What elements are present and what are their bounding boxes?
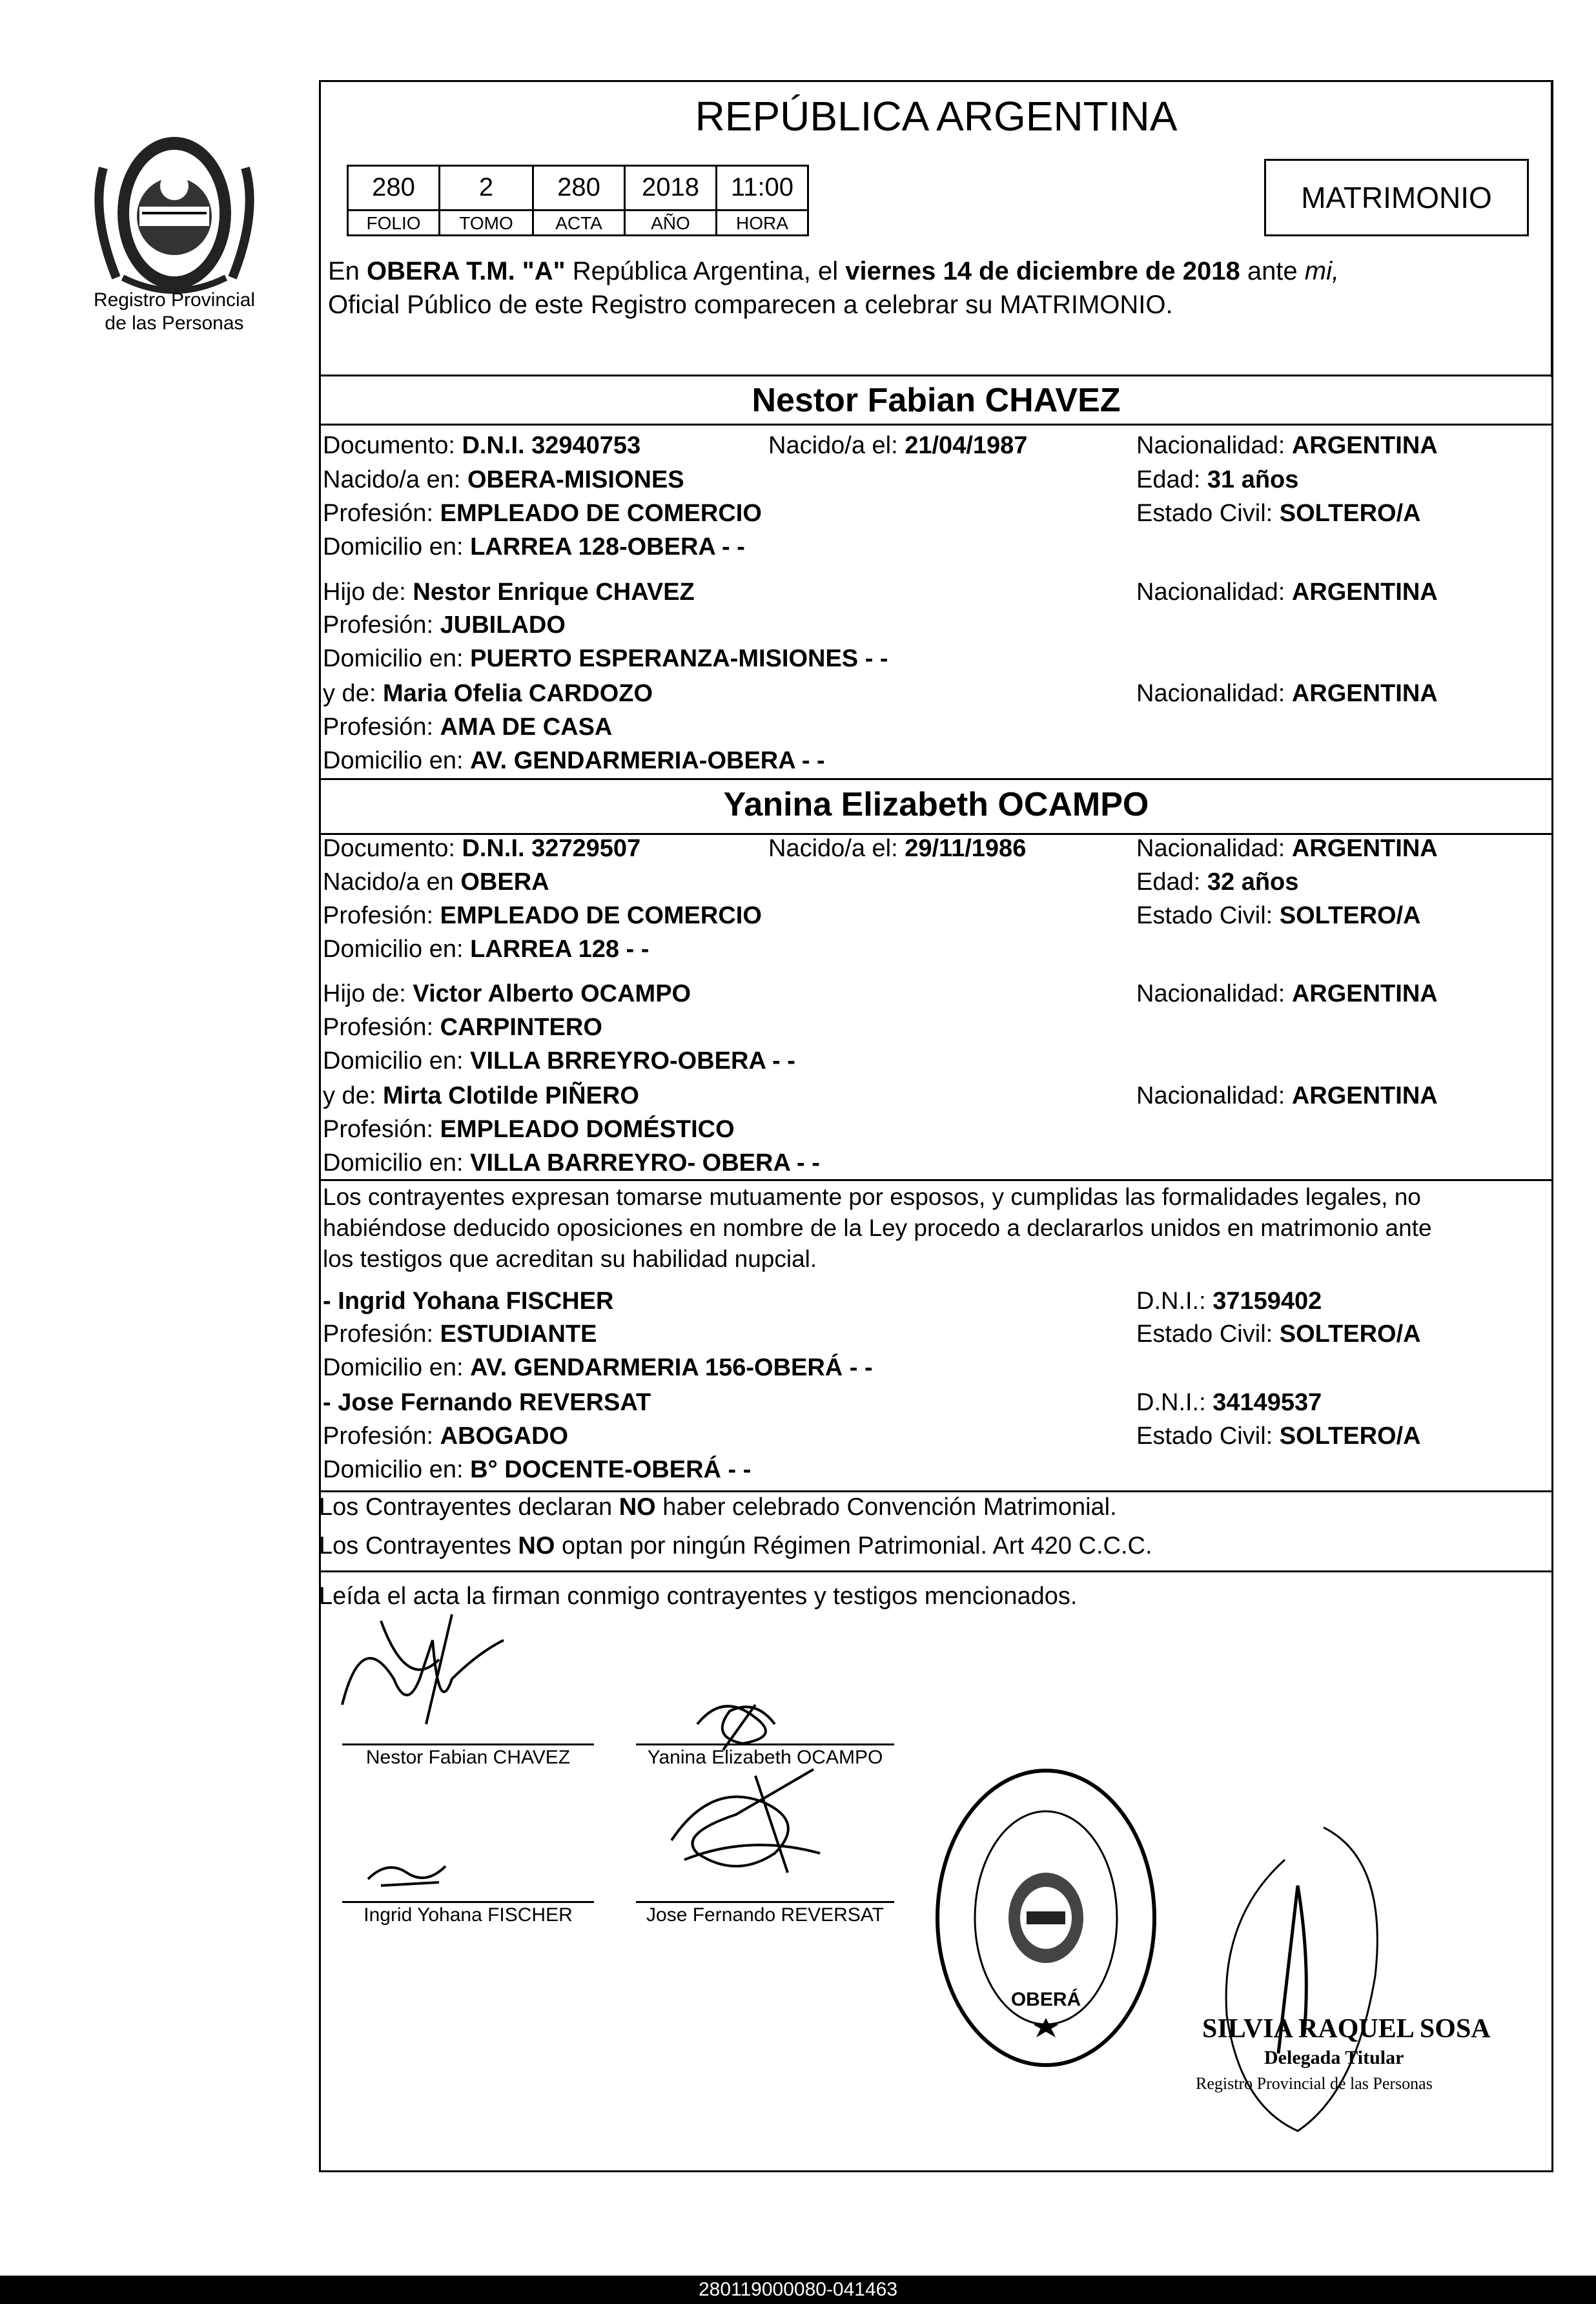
signature-caption-2: Yanina Elizabeth OCAMPO (647, 1747, 883, 1768)
folio-value: 280 (372, 173, 415, 201)
signature-caption-1: Nestor Fabian CHAVEZ (365, 1747, 571, 1768)
spouse2-civil-status: Estado Civil: SOLTERO/A (1136, 902, 1421, 929)
official-name: SILVIA RAQUEL SOSA (1202, 2014, 1491, 2044)
tomo-value: 2 (478, 173, 494, 201)
witness1-address: Domicilio en: AV. GENDARMERIA 156-OBERÁ - - (323, 1354, 873, 1381)
signature-scribble-4 (659, 1756, 826, 1879)
spouse1-address: Domicilio en: LARREA 128-OBERA - - (323, 533, 745, 561)
spouse2-father-address: Domicilio en: VILLA BRREYRO-OBERA - - (323, 1047, 795, 1075)
regime-line2: Los Contrayentes NO optan por ningún Régimen Patrimonial. Art 420 C.C.C. (319, 1532, 1152, 1559)
regime-line1: Los Contrayentes declaran NO haber celebrado Convención Matrimonial. (319, 1494, 1117, 1521)
province-emblem (77, 116, 271, 303)
spouse1-father-address: Domicilio en: PUERTO ESPERANZA-MISIONES - - (323, 645, 888, 672)
spouse2-mother-address: Domicilio en: VILLA BARREYRO- OBERA - - (323, 1149, 820, 1177)
official-organization: Registro Provincial de las Personas (1196, 2074, 1433, 2093)
ano-label: AÑO (651, 213, 690, 233)
acta-value: 280 (557, 173, 600, 201)
signature-caption-4: Jose Fernando REVERSAT (646, 1904, 884, 1926)
witness2-address: Domicilio en: B° DOCENTE-OBERÁ - - (323, 1456, 752, 1483)
spouse1-mother-profession: Profesión: AMA DE CASA (323, 714, 613, 741)
spouse2-name: Yanina Elizabeth OCAMPO (723, 786, 1149, 823)
declaration-line2: habiéndose deducido oposiciones en nombre de la Ley procedo a declararlos unidos en matrimonio ante (323, 1215, 1432, 1241)
spouse1-profession: Profesión: EMPLEADO DE COMERCIO (323, 500, 762, 527)
folio-label: FOLIO (366, 213, 421, 233)
witness2-civil-status: Estado Civil: SOLTERO/A (1136, 1423, 1421, 1450)
ano-value: 2018 (642, 173, 699, 201)
registry-label-line2: de las Personas (105, 313, 244, 334)
spouse1-age: Edad: 31 años (1136, 466, 1299, 493)
separator (319, 1490, 1553, 1492)
spouse2-birthdate: Nacido/a el: 29/11/1986 (768, 835, 1027, 862)
official-title: Delegada Titular (1264, 2047, 1404, 2068)
spouse2-father-profession: Profesión: CARPINTERO (323, 1014, 602, 1041)
spouse1-civil-status: Estado Civil: SOLTERO/A (1136, 500, 1421, 527)
spouse1-mother: y de: Maria Ofelia CARDOZO (323, 680, 653, 707)
spouse1-birthplace: Nacido/a en: OBERA-MISIONES (323, 466, 684, 493)
witness1-name: - Ingrid Yohana FISCHER (323, 1288, 614, 1315)
spouse2-document: Documento: D.N.I. 32729507 (323, 835, 641, 862)
separator (319, 1179, 1553, 1181)
spouse1-birthdate: Nacido/a el: 21/04/1987 (768, 432, 1028, 459)
signature-caption-3: Ingrid Yohana FISCHER (363, 1904, 573, 1926)
separator (319, 778, 1553, 780)
signature-line (342, 1743, 594, 1745)
signature-intro: Leída el acta la firman conmigo contrayentes y testigos mencionados. (319, 1583, 1078, 1610)
spouse2-father-nationality: Nacionalidad: ARGENTINA (1136, 980, 1438, 1007)
witness1-dni: D.N.I.: 37159402 (1136, 1288, 1322, 1315)
acta-label: ACTA (555, 213, 602, 233)
spouse2-mother-profession: Profesión: EMPLEADO DOMÉSTICO (323, 1116, 735, 1143)
spouse1-mother-nationality: Nacionalidad: ARGENTINA (1136, 680, 1438, 707)
spouse1-nationality: Nacionalidad: ARGENTINA (1136, 432, 1438, 459)
hora-label: HORA (736, 213, 788, 233)
tomo-label: TOMO (459, 213, 513, 233)
separator (319, 424, 1553, 426)
separator (319, 1570, 1553, 1572)
act-type: MATRIMONIO (1301, 181, 1492, 214)
witness2-profession: Profesión: ABOGADO (323, 1423, 569, 1450)
spouse2-mother-nationality: Nacionalidad: ARGENTINA (1136, 1082, 1438, 1109)
spouse2-nationality: Nacionalidad: ARGENTINA (1136, 835, 1438, 862)
spouse1-father-profession: Profesión: JUBILADO (323, 612, 566, 639)
spouse2-mother: y de: Mirta Clotilde PIÑERO (323, 1082, 639, 1109)
hora-value: 11:00 (730, 173, 794, 201)
barcode-number: 280119000080-041463 (698, 2279, 898, 2300)
registry-label-line1: Registro Provincial (93, 289, 256, 311)
spouse1-mother-address: Domicilio en: AV. GENDARMERIA-OBERA - - (323, 747, 825, 774)
seal-city: OBERÁ (1010, 1989, 1081, 2010)
spouse2-profession: Profesión: EMPLEADO DE COMERCIO (323, 902, 762, 929)
signature-line (636, 1901, 894, 1903)
signature-line (342, 1901, 594, 1903)
declaration-line3: los testigos que acreditan su habilidad nupcial. (323, 1246, 817, 1272)
official-signature-scribble (1201, 1821, 1395, 2144)
spouse2-father: Hijo de: Victor Alberto OCAMPO (323, 980, 691, 1007)
witness1-civil-status: Estado Civil: SOLTERO/A (1136, 1321, 1421, 1348)
intro-line2: Oficial Público de este Registro comparecen a celebrar su MATRIMONIO. (328, 291, 1173, 319)
witness1-profession: Profesión: ESTUDIANTE (323, 1321, 597, 1348)
spouse1-name: Nestor Fabian CHAVEZ (752, 382, 1121, 419)
spouse2-age: Edad: 32 años (1136, 869, 1299, 896)
intro-line1: En OBERA T.M. "A" República Argentina, el viernes 14 de diciembre de 2018 ante mi, (328, 257, 1340, 285)
declaration-line1: Los contrayentes expresan tomarse mutuamente por esposos, y cumplidas las formalidades legales, no (323, 1184, 1421, 1210)
signature-scribble-1 (323, 1601, 517, 1731)
spouse1-document: Documento: D.N.I. 32940753 (323, 432, 641, 459)
witness2-name: - Jose Fernando REVERSAT (323, 1389, 651, 1416)
spouse2-birthplace: Nacido/a en OBERA (323, 869, 549, 896)
spouse2-address: Domicilio en: LARREA 128 - - (323, 936, 650, 963)
witness2-dni: D.N.I.: 34149537 (1136, 1389, 1322, 1416)
signature-line (636, 1743, 894, 1745)
signature-scribble-3 (362, 1853, 452, 1892)
emblem-icon (77, 116, 271, 303)
country-title: REPÚBLICA ARGENTINA (695, 93, 1178, 139)
separator (319, 375, 1553, 376)
spouse1-father: Hijo de: Nestor Enrique CHAVEZ (323, 579, 695, 606)
spouse1-father-nationality: Nacionalidad: ARGENTINA (1136, 579, 1438, 606)
